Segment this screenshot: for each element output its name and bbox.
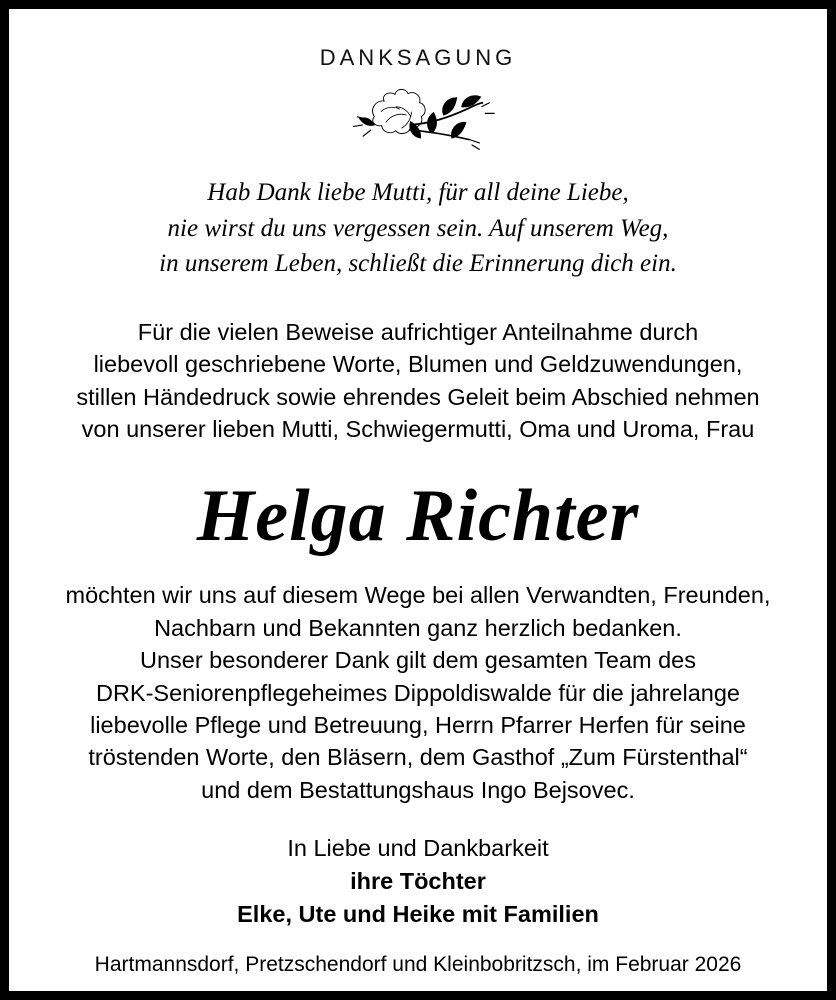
thanks-line: liebevolle Pflege und Betreuung, Herrn Pfarrer Herfen für seine xyxy=(90,712,746,739)
intro-line: stillen Händedruck sowie ehrendes Geleit beim Abschied nehmen xyxy=(76,383,760,410)
closing-line-daughters: ihre Töchter xyxy=(350,868,486,895)
rose-flower-ornament-icon xyxy=(303,87,533,161)
thanks-line: möchten wir uns auf diesem Wege bei allen Verwandten, Freunden, xyxy=(65,582,771,609)
closing-line: In Liebe und Dankbarkeit xyxy=(287,835,549,862)
thanks-line: Unser besonderer Dank gilt dem gesamten Team des xyxy=(139,647,696,674)
thanks-line: und dem Bestattungshaus Ingo Bejsovec. xyxy=(201,776,635,803)
thanks-line: Nachbarn und Bekannten ganz herzlich bedanken. xyxy=(154,614,682,641)
thanks-block xyxy=(66,579,771,806)
thanks-line: tröstenden Worte, den Bläsern, dem Gasthof „Zum Fürstenthal“ xyxy=(88,744,748,771)
verse-line: Hab Dank liebe Mutti, für all deine Liebe, xyxy=(207,179,629,207)
intro-line: Für die vielen Beweise aufrichtiger Anteilnahme durch xyxy=(137,318,699,345)
place-and-date: Hartmannsdorf, Pretzschendorf und Kleinbobritzsch, im Februar 2026 xyxy=(94,953,742,976)
closing-block xyxy=(237,832,599,931)
page-title: DANKSAGUNG xyxy=(319,45,517,70)
verse-line: in unserem Leben, schließt die Erinnerung dich ein. xyxy=(159,250,677,278)
intro-line: liebevoll geschriebene Worte, Blumen und Geldzuwendungen, xyxy=(93,351,743,378)
closing-line-names: Elke, Ute und Heike mit Familien xyxy=(237,901,599,928)
verse-block xyxy=(159,175,677,282)
intro-line: von unserer lieben Mutti, Schwiegermutti, Oma und Uroma, Frau xyxy=(81,415,755,442)
deceased-name: Helga Richter xyxy=(196,475,640,558)
intro-block xyxy=(76,316,759,446)
thanks-line: DRK-Seniorenpflegeheimes Dippoldiswalde für die jahrelange xyxy=(95,679,740,706)
verse-line: nie wirst du uns vergessen sein. Auf unserem Weg, xyxy=(167,214,669,242)
